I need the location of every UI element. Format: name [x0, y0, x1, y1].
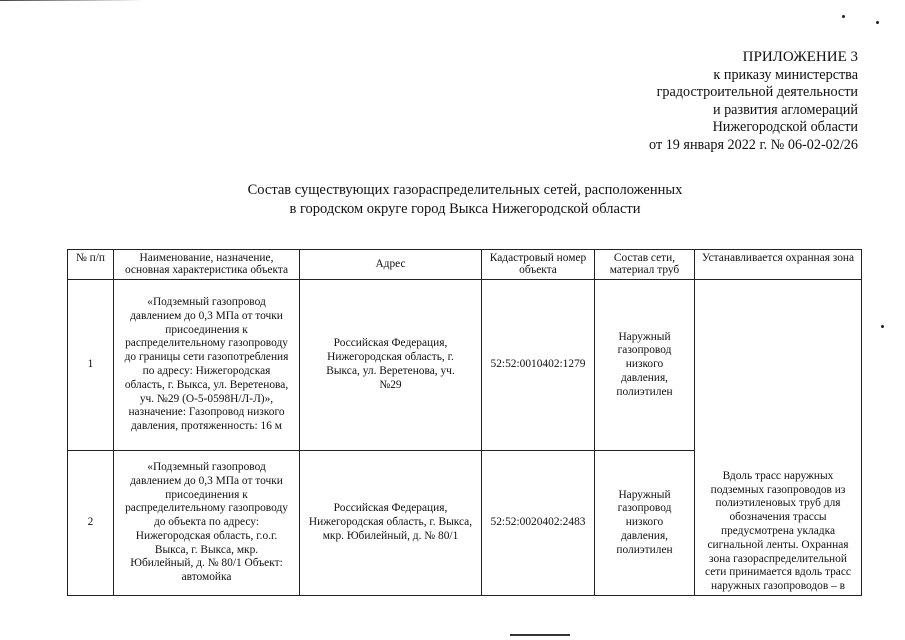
row-network: Наружный газопровод низкого давления, полиэтилен: [595, 451, 695, 596]
header-network: Состав сети, материал труб: [595, 250, 695, 280]
row-address: Российская Федерация, Нижегородская область, г. Выкса, мкр. Юбилейный, д. № 80/1: [300, 451, 482, 596]
scan-edge-line: [0, 0, 905, 15]
row-cadastral: 52:52:0010402:1279: [482, 280, 595, 451]
gas-network-table: [67, 249, 862, 596]
header-name: Наименование, назначение, основная характеристика объекта: [114, 250, 300, 280]
header-num: № п/п: [68, 250, 114, 280]
scan-speck: [876, 21, 879, 24]
row-cadastral: 52:52:0020402:2483: [482, 451, 595, 596]
row-num: 2: [68, 451, 114, 596]
appendix-header: [558, 49, 858, 155]
header-zone: Устанавливается охранная зона: [695, 250, 862, 280]
scan-speck: [881, 325, 884, 328]
document-title: [215, 181, 715, 219]
document-title-line: в городском округе город Выкса Нижегородской области: [289, 201, 641, 217]
document-title-line: Состав существующих газораспределительных сетей, расположенных: [247, 182, 683, 198]
protection-zone-cell: Вдоль трасс наружных подземных газопроводов из полиэтиленовых труб для обозначения трассы предусмотрена укладка сигнальной ленты. Охранная зона газораспределительной сети принимается вдоль трасс наружных газопроводов – в: [695, 280, 862, 596]
row-num: 1: [68, 280, 114, 451]
appendix-line: Нижегородской области: [712, 119, 858, 136]
appendix-line: и развития агломераций: [712, 101, 858, 118]
row-address: Российская Федерация, Нижегородская область, г. Выкса, ул. Веретенова, уч. №29: [300, 280, 482, 451]
table-row: [68, 280, 862, 451]
row-name: «Подземный газопровод давлением до 0,3 МПа от точки присоединения к распределительному газопроводу до объекта по адресу: Нижегородская область, г.о.г. Выкса, г. Выкса, мкр. Юбилейный, д. № 80/1 Объект: автомойка: [114, 451, 300, 596]
appendix-order-date: от 19 января 2022 г. № 06-02-02/26: [649, 136, 858, 153]
scan-bottom-mark: [510, 634, 570, 636]
appendix-line: к приказу министерства: [713, 66, 858, 83]
table-header-row: [68, 250, 862, 280]
appendix-line: градостроительной деятельности: [656, 84, 858, 101]
scan-speck: [842, 15, 845, 18]
row-name: «Подземный газопровод давлением до 0,3 МПа от точки присоединения к распределительному газопроводу до границы сети газопотребления по адресу: Нижегородская область, г. Выкса, ул. Веретенова, уч. №29 (О-5-0598Н/Л-Л)», назначение: Газопровод низкого давления, протяженность: 16 м: [114, 280, 300, 451]
appendix-title: ПРИЛОЖЕНИЕ 3: [742, 49, 858, 65]
header-address: Адрес: [300, 250, 482, 280]
row-network: Наружный газопровод низкого давления, полиэтилен: [595, 280, 695, 451]
header-cadastral: Кадастровый номер объекта: [482, 250, 595, 280]
